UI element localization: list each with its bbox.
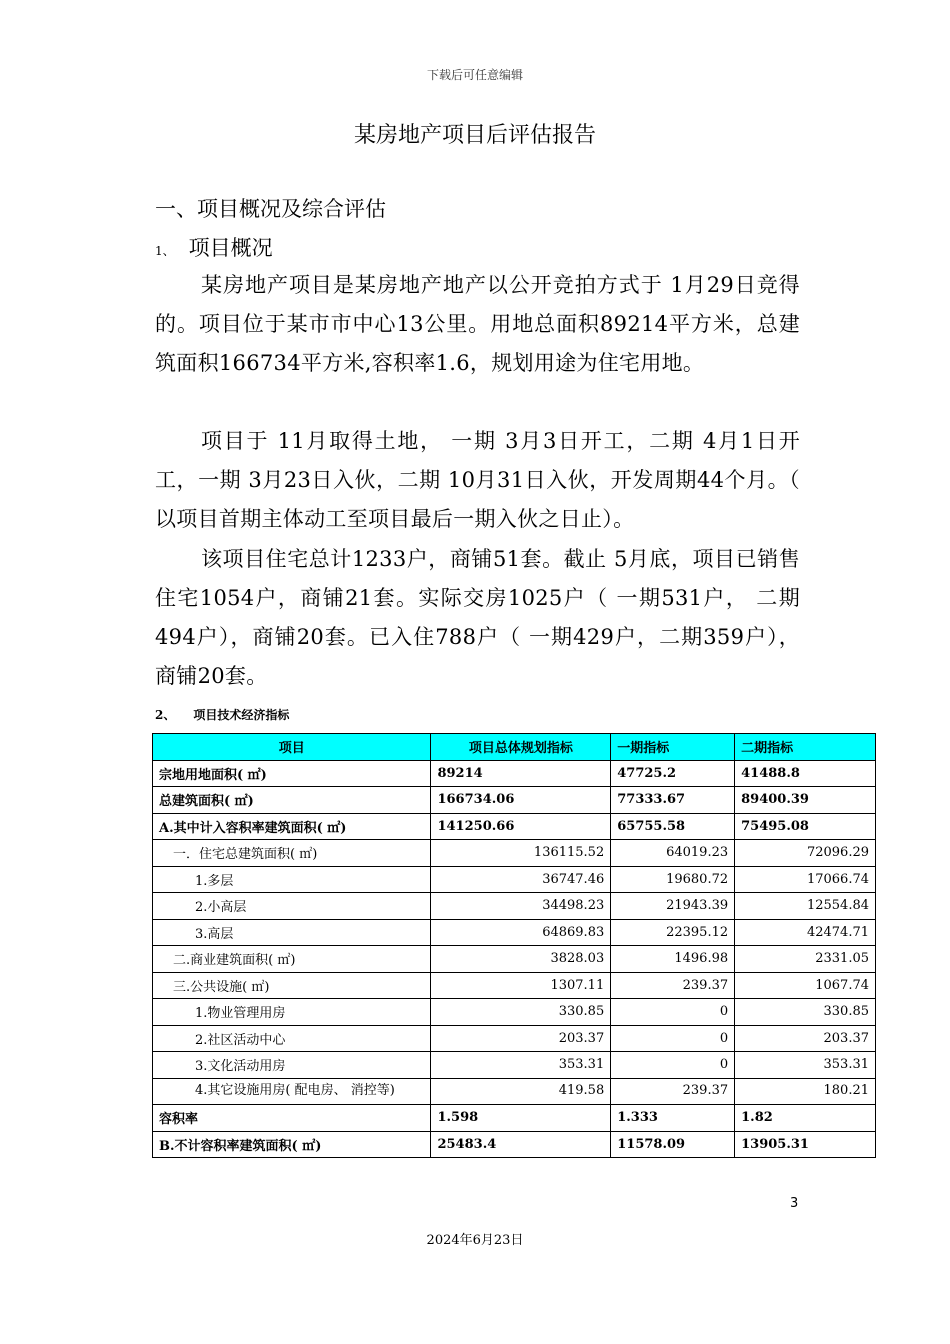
row-label: 宗地用地面积( ㎡) — [153, 760, 431, 787]
cell-phase1: 0 — [611, 999, 735, 1026]
table-header: 二期指标 — [735, 734, 876, 761]
page-number: 3 — [790, 1196, 799, 1211]
cell-phase2: 89400.39 — [735, 787, 876, 814]
table-row — [153, 919, 876, 946]
cell-phase1: 1.333 — [611, 1105, 735, 1132]
cell-total: 141250.66 — [431, 813, 611, 840]
paragraph-overview: 某房地产项目是某房地产地产以公开竞拍方式于 1月29日竞得的。项目位于某市市中心13公里。用地总面积89214平方米，总建筑面积166734平方米,容积率1.6，规划用途为住宅用地。 — [155, 273, 800, 375]
cell-phase2: 75495.08 — [735, 813, 876, 840]
cell-total: 34498.23 — [431, 893, 611, 920]
subsection-heading-2 — [155, 706, 289, 723]
cell-phase1: 22395.12 — [611, 919, 735, 946]
row-label: 三.公共设施( ㎡) — [153, 972, 431, 999]
table-row — [153, 1052, 876, 1079]
cell-total: 136115.52 — [431, 840, 611, 867]
cell-total: 353.31 — [431, 1052, 611, 1079]
subsection-number: 2、 — [155, 708, 176, 722]
cell-total: 203.37 — [431, 1025, 611, 1052]
cell-phase1: 77333.67 — [611, 787, 735, 814]
indicators-table — [152, 733, 876, 1158]
row-label: 1.多层 — [153, 866, 431, 893]
cell-phase1: 64019.23 — [611, 840, 735, 867]
cell-total: 36747.46 — [431, 866, 611, 893]
cell-phase1: 0 — [611, 1025, 735, 1052]
cell-phase2: 1067.74 — [735, 972, 876, 999]
cell-phase1: 21943.39 — [611, 893, 735, 920]
subsection-heading-1 — [155, 232, 273, 262]
cell-phase1: 239.37 — [611, 1078, 735, 1105]
cell-total: 3828.03 — [431, 946, 611, 973]
row-label: 3.文化活动用房 — [153, 1052, 431, 1079]
table-header: 一期指标 — [611, 734, 735, 761]
row-label: 1.物业管理用房 — [153, 999, 431, 1026]
section-heading-1: 一、项目概况及综合评估 — [155, 197, 386, 221]
row-label: 总建筑面积( ㎡) — [153, 787, 431, 814]
table-row — [153, 893, 876, 920]
table-row — [153, 1025, 876, 1052]
cell-phase1: 0 — [611, 1052, 735, 1079]
cell-phase1: 19680.72 — [611, 866, 735, 893]
table-row — [153, 1105, 876, 1132]
cell-phase1: 11578.09 — [611, 1131, 735, 1158]
footer-date: 2024年6月23日 — [426, 1233, 524, 1248]
cell-phase1: 1496.98 — [611, 946, 735, 973]
table-row — [153, 972, 876, 999]
cell-phase2: 13905.31 — [735, 1131, 876, 1158]
cell-total: 1.598 — [431, 1105, 611, 1132]
subsection-title: 项目技术经济指标 — [193, 708, 290, 722]
cell-phase1: 47725.2 — [611, 760, 735, 787]
cell-total: 1307.11 — [431, 972, 611, 999]
table-header: 项目总体规划指标 — [431, 734, 611, 761]
table-row — [153, 840, 876, 867]
table-header-row — [153, 734, 876, 761]
cell-phase2: 330.85 — [735, 999, 876, 1026]
cell-phase2: 42474.71 — [735, 919, 876, 946]
cell-total: 166734.06 — [431, 787, 611, 814]
row-label: 3.高层 — [153, 919, 431, 946]
table-row — [153, 866, 876, 893]
cell-total: 330.85 — [431, 999, 611, 1026]
row-label: 2.小高层 — [153, 893, 431, 920]
row-label: 容积率 — [153, 1105, 431, 1132]
cell-total: 64869.83 — [431, 919, 611, 946]
cell-phase2: 1.82 — [735, 1105, 876, 1132]
subsection-title: 项目概况 — [188, 236, 273, 260]
table-row — [153, 999, 876, 1026]
cell-total: 25483.4 — [431, 1131, 611, 1158]
table-row — [153, 813, 876, 840]
cell-phase2: 2331.05 — [735, 946, 876, 973]
table-row — [153, 946, 876, 973]
row-label: B.不计容积率建筑面积( ㎡) — [153, 1131, 431, 1158]
table-header: 项目 — [153, 734, 431, 761]
cell-phase2: 17066.74 — [735, 866, 876, 893]
cell-phase2: 12554.84 — [735, 893, 876, 920]
row-label: 4.其它设施用房( 配电房、 消控等) — [153, 1078, 431, 1105]
paragraph-schedule: 项目于 11月取得土地， 一期 3月3日开工，二期 4月1日开工，一期 3月23日入伙，二期 10月31日入伙，开发周期44个月。（ 以项目首期主体动工至项目最后一期入伙之日止）。 — [155, 429, 800, 531]
cell-total: 89214 — [431, 760, 611, 787]
cell-phase2: 203.37 — [735, 1025, 876, 1052]
paragraph-sales: 该项目住宅总计1233户，商铺51套。截止 5月底，项目已销售住宅1054户，商铺21套。实际交房1025户（ 一期531户， 二期494户），商铺20套。已入住788户（ 一期429户，二期359户），商铺20套。 — [155, 547, 800, 688]
subsection-number: 1、 — [155, 244, 175, 258]
cell-total: 419.58 — [431, 1078, 611, 1105]
cell-phase2: 180.21 — [735, 1078, 876, 1105]
table-row — [153, 1078, 876, 1105]
row-label: 一．住宅总建筑面积( ㎡) — [153, 840, 431, 867]
row-label: 二.商业建筑面积( ㎡) — [153, 946, 431, 973]
cell-phase1: 239.37 — [611, 972, 735, 999]
document-title: 某房地产项目后评估报告 — [353, 123, 596, 148]
cell-phase2: 72096.29 — [735, 840, 876, 867]
header-note: 下载后可任意编辑 — [426, 68, 523, 82]
cell-phase2: 353.31 — [735, 1052, 876, 1079]
table-row — [153, 1131, 876, 1158]
cell-phase2: 41488.8 — [735, 760, 876, 787]
table-row — [153, 760, 876, 787]
row-label: A.其中计入容积率建筑面积( ㎡) — [153, 813, 431, 840]
table-row — [153, 787, 876, 814]
row-label: 2.社区活动中心 — [153, 1025, 431, 1052]
cell-phase1: 65755.58 — [611, 813, 735, 840]
